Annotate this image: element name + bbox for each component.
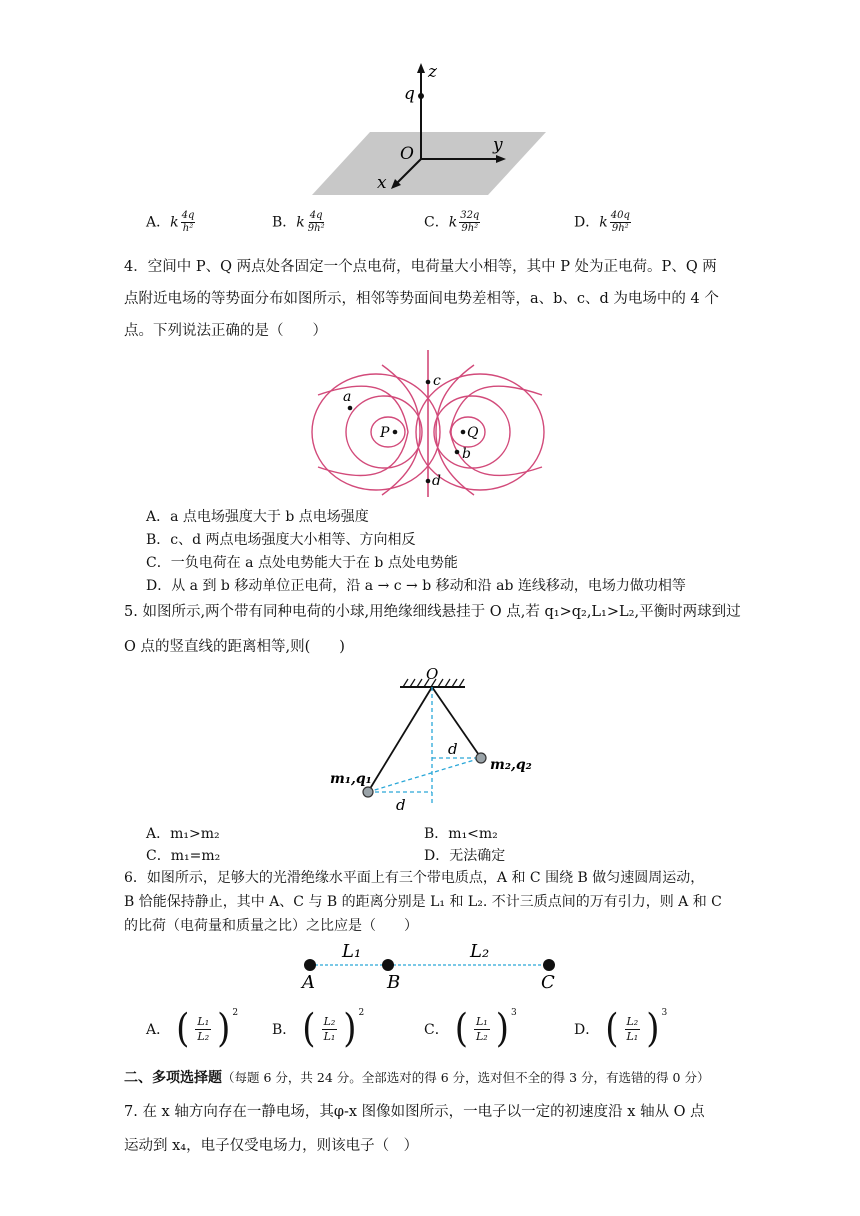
point-c — [426, 380, 431, 385]
q4-stem-line2: 点附近电场的等势面分布如图所示，相邻等势面间电势差相等，a、b、c、d 为电场中的 4 个 — [124, 291, 719, 307]
label-q: Q — [467, 425, 479, 441]
q5-option-a: A．m₁>m₂ — [146, 826, 220, 842]
q6-stem-line2: B 恰能保持静止，其中 A、C 与 B 的距离分别是 L₁ 和 L₂. 不计三质点间的万有引力，则 A 和 C — [124, 894, 722, 910]
ball-left — [363, 787, 373, 797]
label-b: b — [462, 446, 471, 462]
q5-stem-line2: O 点的竖直线的距离相等,则( ) — [124, 639, 345, 655]
q4-stem-line1: 4．空间中 P、Q 两点处各固定一个点电荷，电荷量大小相等，其中 P 处为正电荷。P、Q 两 — [124, 259, 717, 275]
point-d — [426, 479, 431, 484]
figure-pendulums — [320, 665, 550, 815]
point-a — [348, 406, 353, 411]
particle-a — [304, 959, 316, 971]
q7-stem-line1: 7. 在 x 轴方向存在一静电场，其φ-x 图像如图所示，一电子以一定的初速度沿 x 轴从 O 点 — [124, 1104, 705, 1120]
label-d-top: d — [448, 740, 458, 758]
q5-option-c: C．m₁=m₂ — [146, 848, 221, 864]
label-a: A — [302, 972, 315, 993]
q6-option-d: D． ( L₂ L₁ ) 3 — [574, 1006, 668, 1052]
label-l1: L₁ — [342, 941, 362, 962]
q4-option-a: A．a 点电场强度大于 b 点电场强度 — [146, 509, 369, 525]
charge-point — [418, 93, 424, 99]
q3-option-d: D．k $\frac{40q}{\text{9h²}}$ — [574, 210, 630, 234]
label-b: B — [387, 972, 401, 993]
section-heading — [124, 1068, 709, 1088]
q3-option-b: B．k $\frac{4q}{\text{9h²}}$ — [272, 210, 325, 234]
figure-axes-plane — [300, 55, 560, 200]
label-d-bottom: d — [396, 796, 406, 814]
label-l2: L₂ — [470, 941, 490, 962]
q6-option-a: A． ( L₁ L₂ ) 2 — [146, 1006, 239, 1052]
q7-stem-line2: 运动到 x₄，电子仅受电场力，则该电子（ ） — [124, 1138, 419, 1154]
section-title: 二、多项选择题 — [124, 1070, 222, 1086]
q6-option-c: C． ( L₁ L₂ ) 3 — [424, 1006, 517, 1052]
point-p — [393, 430, 398, 435]
label-p: P — [380, 425, 390, 441]
origin-label: O — [400, 144, 414, 164]
figure-equipotential — [300, 345, 560, 500]
label-d: d — [432, 473, 441, 489]
z-label: z — [428, 62, 437, 82]
q6-stem-line1: 6．如图所示，足够大的光滑绝缘水平面上有三个带电质点，A 和 C 围绕 B 做匀速圆周运动， — [124, 870, 705, 886]
point-q — [461, 430, 466, 435]
q6-option-b: B． ( L₂ L₁ ) 2 — [272, 1006, 365, 1052]
q5-option-d: D．无法确定 — [424, 848, 506, 864]
plane — [312, 132, 546, 195]
label-a: a — [343, 389, 352, 405]
q4-stem-line3: 点。下列说法正确的是（ ） — [124, 323, 327, 339]
label-c: c — [433, 373, 441, 389]
x-label: x — [377, 173, 387, 193]
label-c: C — [541, 972, 555, 993]
q4-option-c: C．一负电荷在 a 点处电势能大于在 b 点处电势能 — [146, 555, 458, 571]
q6-stem-line3: 的比荷（电荷量和质量之比）之比应是（ ） — [124, 918, 418, 934]
q3-option-c: C．k $\frac{32q}{\text{9h²}}$ — [424, 210, 480, 234]
q4-option-b: B．c、d 两点电场强度大小相等、方向相反 — [146, 532, 416, 548]
section-note: （每题 6 分，共 24 分。全部选对的得 6 分，选对但不全的得 3 分，有选错的得 0 分） — [222, 1070, 710, 1085]
z-arrow — [417, 63, 425, 73]
particle-c — [543, 959, 555, 971]
q5-stem-line1: 5. 如图所示,两个带有同种电荷的小球,用绝缘细线悬挂于 O 点,若 q₁>q₂,L₁>L₂,平衡时两球到过 — [124, 604, 741, 620]
point-b — [455, 450, 460, 455]
label-m2q2: m₂,q₂ — [490, 757, 532, 773]
q3-option-a: A．k $\frac{4q}{\text{h²}}$ — [146, 210, 195, 234]
ball-right — [476, 753, 486, 763]
figure-three-charges — [290, 935, 580, 995]
q5-option-b: B．m₁<m₂ — [424, 826, 498, 842]
q4-option-d: D．从 a 到 b 移动单位正电荷，沿 a → c → b 移动和沿 ab 连线移动，电场力做功相等 — [146, 578, 686, 594]
label-o: O — [426, 665, 439, 683]
particle-b — [382, 959, 394, 971]
q-label: q — [404, 84, 415, 104]
y-label: y — [493, 135, 503, 155]
label-m1q1: m₁,q₁ — [330, 771, 372, 787]
